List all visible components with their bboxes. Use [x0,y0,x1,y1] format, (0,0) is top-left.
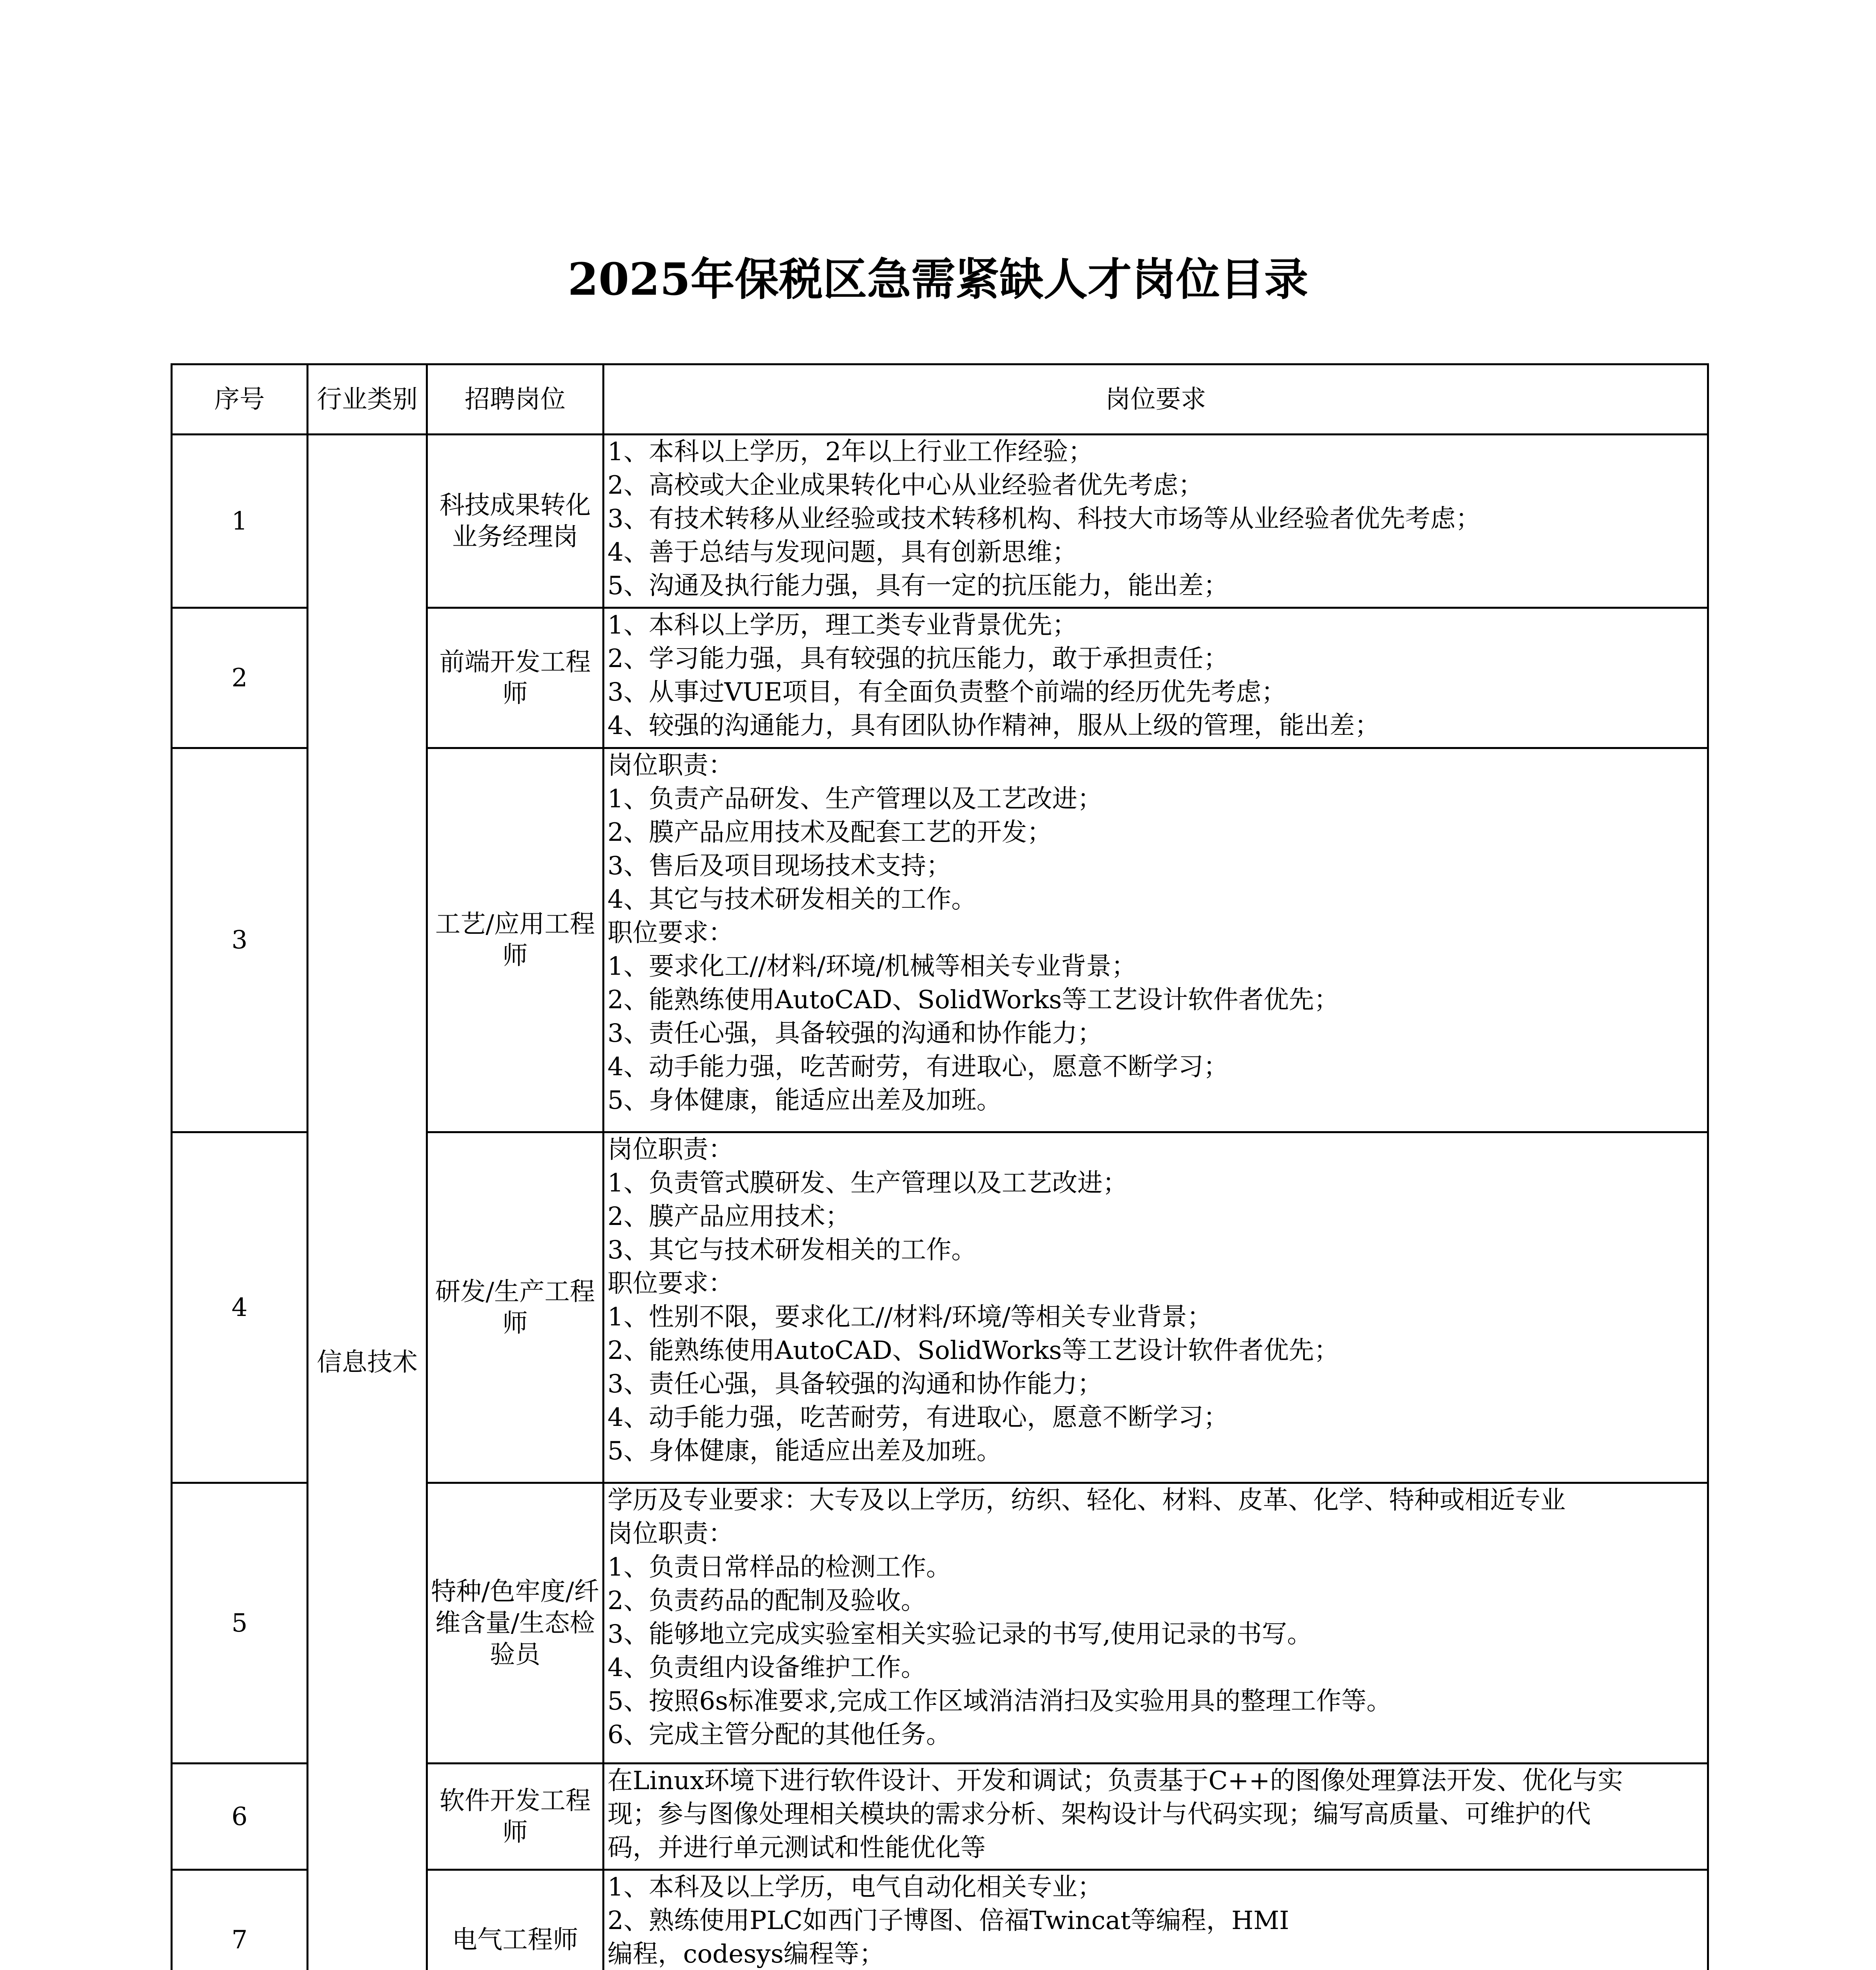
table-row [172,435,1708,608]
row-number: 5 [172,1483,308,1764]
requirement-line: 2、熟练使用PLC如西门子博图、倍福Twincat等编程，HMI [607,1906,1289,1935]
requirement-line: 1、负责日常样品的检测工作。 [607,1553,951,1582]
requirement-line: 1、本科以上学历，2年以上行业工作经验； [607,437,1094,466]
header-position: 招聘岗位 [427,364,604,435]
requirement-line: 1、本科及以上学历，电气自动化相关专业； [607,1873,1103,1902]
row-number: 3 [172,748,308,1132]
requirements-cell [604,1483,1708,1764]
requirement-line: 1、本科以上学历，理工类专业背景优先； [607,611,1077,640]
requirement-line: 4、其它与技术研发相关的工作。 [607,885,977,914]
requirement-line: 5、身体健康，能适应出差及加班。 [607,1437,1002,1466]
position-cell: 软件开发工程师 [427,1764,604,1870]
requirement-line: 现；参与图像处理相关模块的需求分析、架构设计与代码实现；编写高质量、可维护的代 [607,1800,1591,1829]
requirement-line: 3、有技术转移从业经验或技术转移机构、科技大市场等从业经验者优先考虑； [607,504,1481,533]
requirement-line: 码，并进行单元测试和性能优化等 [607,1833,986,1862]
requirement-line: 1、负责产品研发、生产管理以及工艺改进； [607,784,1103,814]
requirements-cell [604,748,1708,1132]
requirement-line: 1、性别不限，要求化工//材料/环境/等相关专业背景； [607,1303,1212,1332]
requirement-line: 职位要求： [607,918,734,948]
requirement-line: 2、能熟练使用AutoCAD、SolidWorks等工艺设计软件者优先； [607,1336,1339,1365]
requirement-line: 3、从事过VUE项目，有全面负责整个前端的经历优先考虑； [607,678,1287,707]
requirement-line: 4、较强的沟通能力，具有团队协作精神，服从上级的管理，能出差； [607,711,1380,740]
requirement-line: 6、完成主管分配的其他任务。 [607,1720,951,1749]
requirement-line: 岗位职责： [607,751,734,780]
requirement-line: 2、膜产品应用技术； [607,1202,851,1231]
requirements-cell [604,1870,1708,1970]
requirement-line: 4、动手能力强，吃苦耐劳，有进取心，愿意不断学习； [607,1403,1229,1432]
row-number: 7 [172,1870,308,1970]
requirement-line: 5、身体健康，能适应出差及加班。 [607,1086,1002,1115]
position-cell: 研发/生产工程师 [427,1132,604,1483]
requirement-line: 职位要求： [607,1269,734,1298]
row-number: 6 [172,1764,308,1870]
requirement-line: 5、沟通及执行能力强，具有一定的抗压能力，能出差； [607,571,1229,600]
page-title: 2025年保税区急需紧缺人才岗位目录 [568,254,1308,305]
requirement-line: 2、能熟练使用AutoCAD、SolidWorks等工艺设计软件者优先； [607,985,1339,1015]
requirement-line: 1、要求化工//材料/环境/机械等相关专业背景； [607,952,1137,981]
requirement-line: 4、动手能力强，吃苦耐劳，有进取心，愿意不断学习； [607,1052,1229,1082]
industry-cell: 信息技术 [308,435,427,1970]
position-cell: 科技成果转化业务经理岗 [427,435,604,608]
requirement-line: 3、责任心强，具备较强的沟通和协作能力； [607,1019,1103,1048]
requirement-line: 5、按照6s标准要求,完成工作区域消洁消扫及实验用具的整理工作等。 [607,1687,1392,1716]
requirement-line: 2、负责药品的配制及验收。 [607,1586,926,1615]
row-number: 2 [172,608,308,748]
header-industry: 行业类别 [308,364,427,435]
requirement-line: 4、负责组内设备维护工作。 [607,1653,926,1682]
header-requirements: 岗位要求 [604,364,1708,435]
requirements-cell [604,1764,1708,1870]
row-number: 1 [172,435,308,608]
header-row [172,364,1708,435]
job-catalog-table [171,363,1709,1970]
position-cell: 前端开发工程师 [427,608,604,748]
requirement-line: 1、负责管式膜研发、生产管理以及工艺改进； [607,1169,1128,1198]
requirement-line: 岗位职责： [607,1519,734,1548]
requirements-cell [604,1132,1708,1483]
requirements-cell [604,608,1708,748]
requirement-line: 2、膜产品应用技术及配套工艺的开发； [607,818,1052,847]
requirement-line: 3、能够地立完成实验室相关实验记录的书写,使用记录的书写。 [607,1620,1313,1649]
row-number: 4 [172,1132,308,1483]
requirement-line: 2、高校或大企业成果转化中心从业经验者优先考虑； [607,471,1204,500]
requirement-line: 岗位职责： [607,1135,734,1164]
position-cell: 电气工程师 [427,1870,604,1970]
position-cell: 特种/色牢度/纤维含量/生态检验员 [427,1483,604,1764]
requirements-cell [604,435,1708,608]
requirement-line: 3、售后及项目现场技术支持； [607,851,951,881]
requirement-line: 4、善于总结与发现问题，具有创新思维； [607,538,1077,567]
header-no: 序号 [172,364,308,435]
requirement-line: 3、其它与技术研发相关的工作。 [607,1236,977,1265]
position-cell: 工艺/应用工程师 [427,748,604,1132]
requirement-line: 编程，codesys编程等； [607,1940,885,1969]
requirement-line: 在Linux环境下进行软件设计、开发和调试；负责基于C++的图像处理算法开发、优化与实 [607,1766,1623,1795]
requirement-line: 学历及专业要求：大专及以上学历，纺织、轻化、材料、皮革、化学、特种或相近专业 [607,1486,1566,1515]
requirement-line: 3、责任心强，具备较强的沟通和协作能力； [607,1370,1103,1399]
requirement-line: 2、学习能力强，具有较强的抗压能力，敢于承担责任； [607,644,1229,673]
